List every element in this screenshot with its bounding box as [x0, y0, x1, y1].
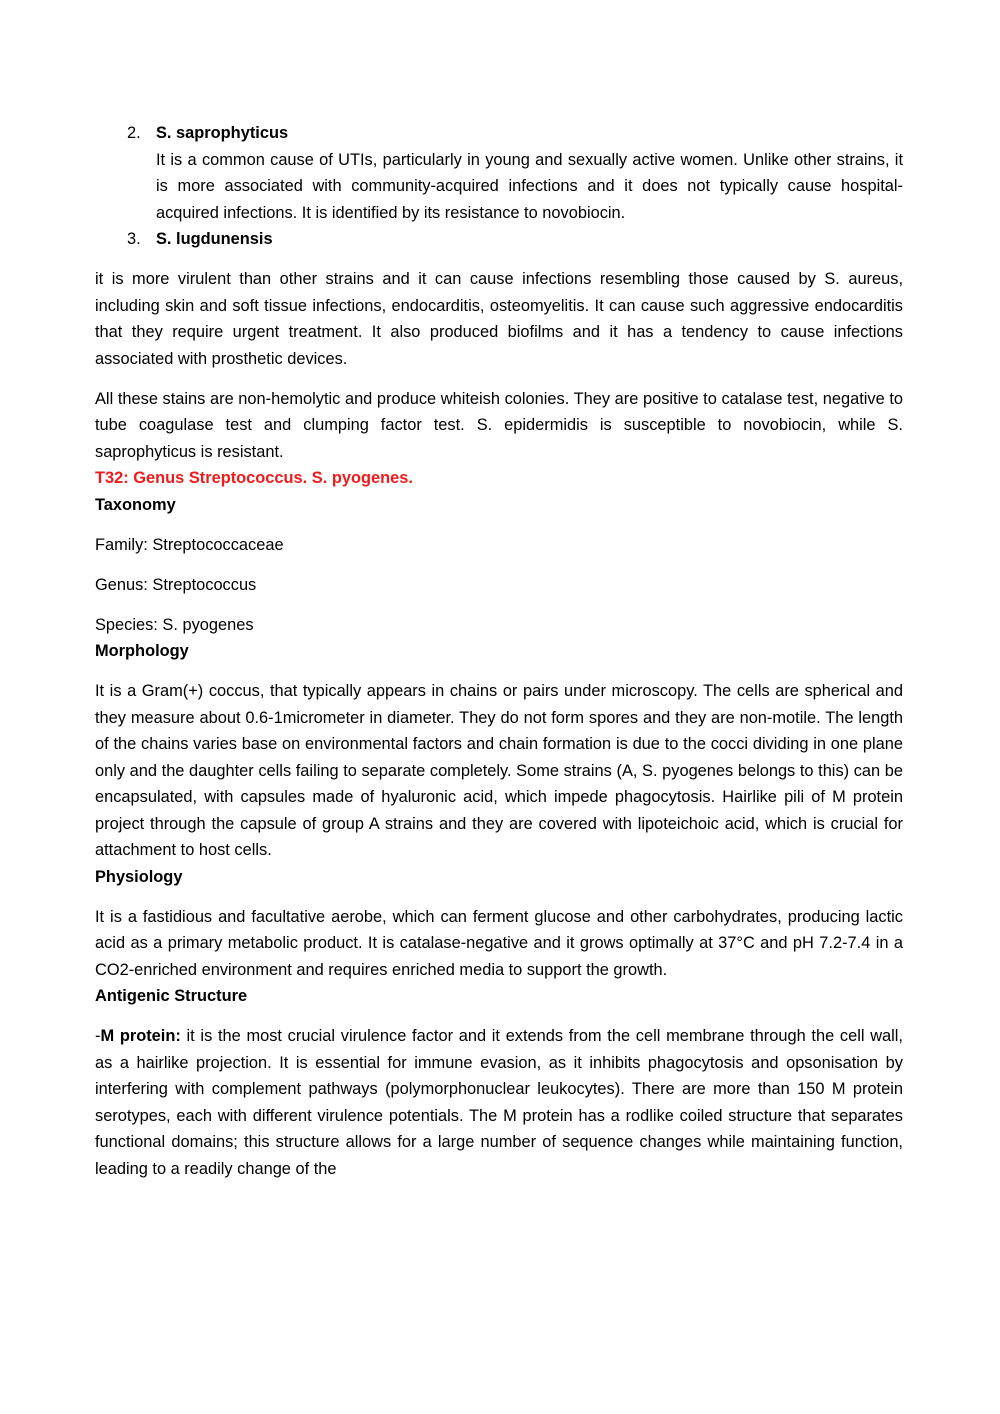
list-item-lugdunensis	[95, 226, 903, 253]
taxonomy-family: Family: Streptococcaceae	[95, 535, 284, 554]
morphology-text: It is a Gram(+) coccus, that typically appears in chains or pairs under microscopy. The cells are spherical and they measure about 0.6-1micrometer in diameter. They do not form spores and they are non-motile. The length of the chains varies base on environmental factors and chain formation is due to the cocci dividing in one plane only and the daughter cells failing to separate completely. Some strains (A, S. pyogenes belongs to this) can be encapsulated, with capsules made of hyaluronic acid, which impede phagocytosis. Hairlike pili of M protein project through the capsule of group A strains and they are covered with lipoteichoic acid, which is crucial for attachment to host cells.	[95, 682, 903, 859]
section-title: T32: Genus Streptococcus. S. pyogenes.	[95, 469, 413, 487]
paragraph-lugdunensis: it is more virulent than other strains and it can cause infections resembling those caused by S. aureus, including skin and soft tissue infections, endocarditis, osteomyelitis. It can cause such aggressive endocarditis that they require urgent treatment. It also produced biofilms and it has a tendency to cause infections associated with prosthetic devices.	[95, 270, 903, 368]
list-item-text: It is a common cause of UTIs, particularly in young and sexually active women. Unlike other strains, it is more associated with community-acquired infections and it does not typically cause hospital-acquired infections. It is identified by its resistance to novobiocin.	[156, 150, 903, 222]
m-protein-label: M protein:	[100, 1027, 181, 1045]
list-number: 3.	[127, 230, 141, 248]
list-item-saprophyticus	[95, 120, 903, 226]
paragraph-all-strains: All these stains are non-hemolytic and produce whiteish colonies. They are positive to catalase test, negative to tube coagulase test and clumping factor test. S. epidermidis is susceptible to novobiocin, while S. saprophyticus is resistant.	[95, 389, 903, 461]
m-protein-prefix: -	[95, 1027, 101, 1045]
list-item-title: S. saprophyticus	[156, 124, 289, 142]
taxonomy-genus: Genus: Streptococcus	[95, 575, 257, 594]
list-number: 2.	[127, 124, 141, 142]
physiology-text: It is a fastidious and facultative aerobe, which can ferment glucose and other carbohydrates, producing lactic acid as a primary metabolic product. It is catalase-negative and it grows optimally at 37°C and pH 7.2-7.4 in a CO2-enriched environment and requires enriched media to support the growth.	[95, 907, 903, 979]
taxonomy-heading: Taxonomy	[95, 495, 176, 514]
antigenic-heading: Antigenic Structure	[95, 987, 248, 1005]
m-protein-paragraph	[95, 1023, 903, 1182]
m-protein-text: it is the most crucial virulence factor and it extends from the cell membrane through the cell wall, as a hairlike projection. It is essential for immune evasion, as it inhibits phagocytosis and opsonisation by interfering with complement pathways (polymorphonuclear leukocytes). There are more than 150 M protein serotypes, each with different virulence potentials. The M protein has a rodlike coiled structure that separates functional domains; this structure allows for a large number of sequence changes while maintaining function, leading to a readily change of the	[95, 1027, 903, 1178]
taxonomy-species: Species: S. pyogenes	[95, 615, 254, 634]
morphology-heading: Morphology	[95, 642, 189, 660]
list-item-title: S. lugdunensis	[156, 230, 273, 248]
document-page	[95, 120, 903, 1182]
physiology-heading: Physiology	[95, 867, 183, 886]
